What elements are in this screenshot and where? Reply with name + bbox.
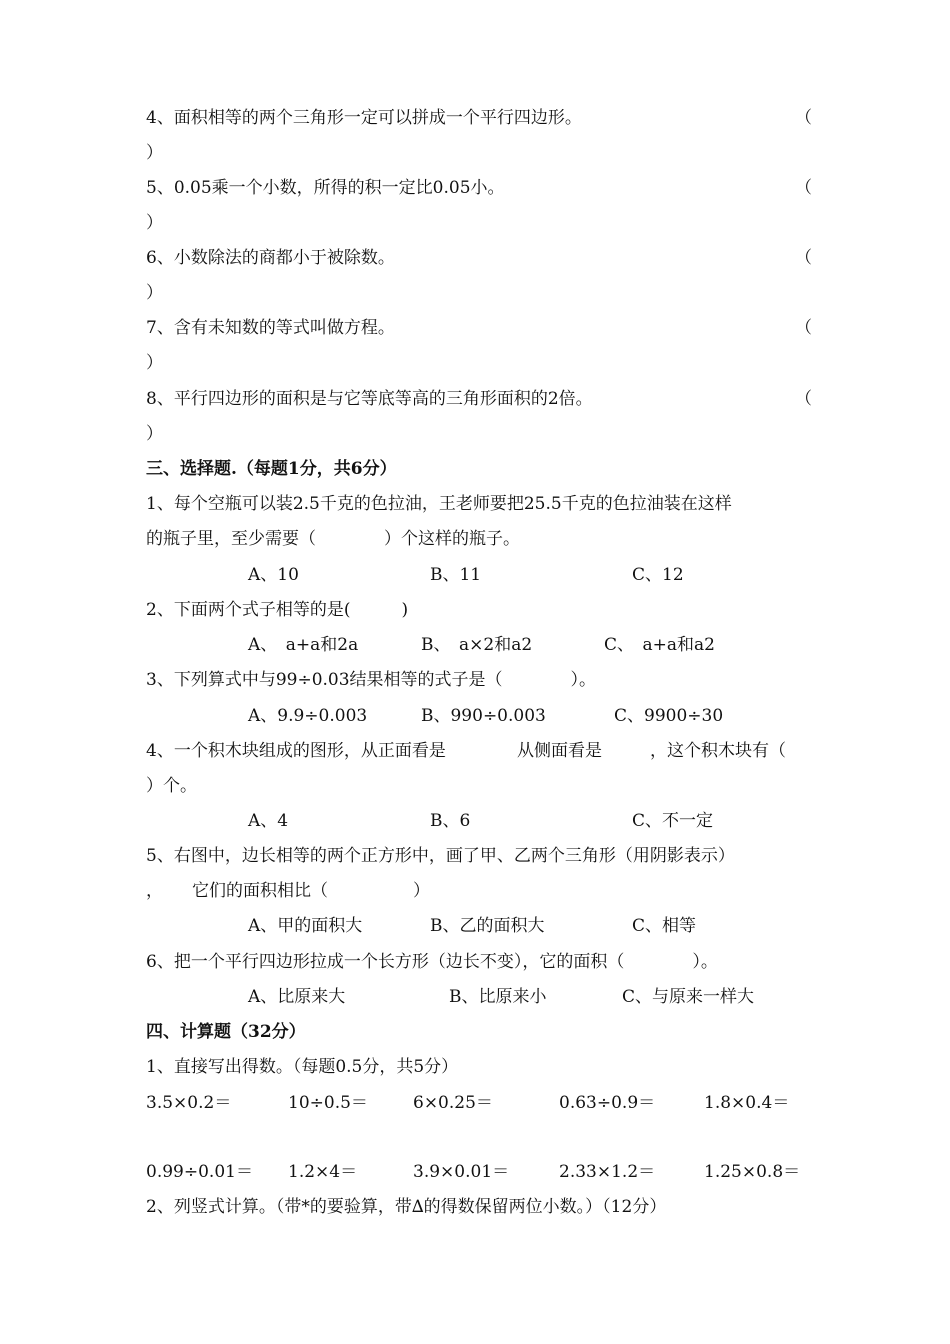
choice-q2-line1: 2、下面两个式子相等的是( ) — [146, 600, 409, 620]
choice-q6-option-a: A、比原来大 — [248, 987, 346, 1007]
choice-q4-line1-part2: 从侧面看是 — [517, 741, 602, 761]
calc-row1-item-2: 10÷0.5＝ — [288, 1093, 368, 1113]
calc-row1-item-3: 6×0.25＝ — [413, 1093, 493, 1113]
calc-sub1-title: 1、直接写出得数。（每题0.5分，共5分） — [146, 1057, 459, 1077]
choice-q6-option-c: C、与原来一样大 — [622, 987, 755, 1007]
calc-row1-item-4: 0.63÷0.9＝ — [559, 1093, 656, 1113]
choice-section-heading: 三、选择题.（每题1分，共6分） — [146, 459, 397, 479]
judge-item-7-text: 7、含有未知数的等式叫做方程。 — [146, 318, 395, 338]
judge-item-5-open-paren: （ — [795, 178, 812, 198]
choice-q3-line1: 3、下列算式中与99÷0.03结果相等的式子是（ ）。 — [146, 670, 597, 690]
judge-item-7-close-paren: ） — [146, 353, 163, 373]
choice-q5-option-a: A、甲的面积大 — [248, 916, 363, 936]
judge-item-8-close-paren: ） — [146, 424, 163, 444]
choice-q4-option-c: C、不一定 — [632, 811, 714, 831]
calc-section-heading: 四、计算题（32分） — [146, 1022, 306, 1042]
judge-item-5-close-paren: ） — [146, 213, 163, 233]
choice-q5-option-c: C、相等 — [632, 916, 697, 936]
choice-q1-line2: 的瓶子里，至少需要（ ）个这样的瓶子。 — [146, 529, 520, 549]
judge-item-4-close-paren: ） — [146, 143, 163, 163]
calc-row2-item-4: 2.33×1.2＝ — [559, 1162, 656, 1182]
choice-q4-line2: ）个。 — [146, 776, 197, 796]
calc-sub2-title: 2、列竖式计算。（带*的要验算，带∆的得数保留两位小数。）（12分） — [146, 1197, 667, 1217]
choice-q4-line1-part3: ，这个积木块有（ — [650, 741, 786, 761]
choice-q5-line1: 5、右图中，边长相等的两个正方形中，画了甲、乙两个三角形（用阴影表示） — [146, 846, 735, 866]
judge-item-4-text: 4、面积相等的两个三角形一定可以拼成一个平行四边形。 — [146, 108, 582, 128]
choice-q2-option-b: B、 a×2和a2 — [421, 635, 533, 655]
calc-row1-item-5: 1.8×0.4＝ — [704, 1093, 790, 1113]
judge-item-6-text: 6、小数除法的商都小于被除数。 — [146, 248, 395, 268]
judge-item-6-open-paren: （ — [795, 248, 812, 268]
choice-q5-line2: 它们的面积相比（ ） — [192, 881, 430, 901]
choice-q2-option-c: C、 a+a和a2 — [604, 635, 715, 655]
choice-q6-option-b: B、比原来小 — [449, 987, 547, 1007]
choice-q1-option-b: B、11 — [430, 565, 482, 585]
choice-q4-line1-part1: 4、一个积木块组成的图形，从正面看是 — [146, 741, 446, 761]
choice-q3-option-b: B、990÷0.003 — [421, 706, 546, 726]
calc-row2-item-5: 1.25×0.8＝ — [704, 1162, 801, 1182]
choice-q1-line1: 1、每个空瓶可以装2.5千克的色拉油，王老师要把25.5千克的色拉油装在这样 — [146, 494, 732, 514]
choice-q4-option-b: B、6 — [430, 811, 471, 831]
choice-q2-option-a: A、 a+a和2a — [248, 635, 359, 655]
calc-row2-item-2: 1.2×4＝ — [288, 1162, 358, 1182]
judge-item-5-text: 5、0.05乘一个小数，所得的积一定比0.05小。 — [146, 178, 505, 198]
judge-item-6-close-paren: ） — [146, 283, 163, 303]
choice-q1-option-c: C、12 — [632, 565, 684, 585]
judge-item-8-text: 8、平行四边形的面积是与它等底等高的三角形面积的2倍。 — [146, 389, 593, 409]
choice-q4-option-a: A、4 — [248, 811, 289, 831]
judge-item-4-open-paren: （ — [795, 108, 812, 128]
choice-q5-option-b: B、乙的面积大 — [430, 916, 545, 936]
choice-q5-line2-comma: ， — [146, 881, 163, 901]
judge-item-7-open-paren: （ — [795, 318, 812, 338]
choice-q3-option-c: C、9900÷30 — [614, 706, 724, 726]
choice-q1-option-a: A、10 — [248, 565, 299, 585]
calc-row2-item-3: 3.9×0.01＝ — [413, 1162, 510, 1182]
choice-q3-option-a: A、9.9÷0.003 — [248, 706, 368, 726]
calc-row1-item-1: 3.5×0.2＝ — [146, 1093, 232, 1113]
judge-item-8-open-paren: （ — [795, 389, 812, 409]
choice-q6-line1: 6、把一个平行四边形拉成一个长方形（边长不变），它的面积（ ）。 — [146, 952, 718, 972]
calc-row2-item-1: 0.99÷0.01＝ — [146, 1162, 253, 1182]
